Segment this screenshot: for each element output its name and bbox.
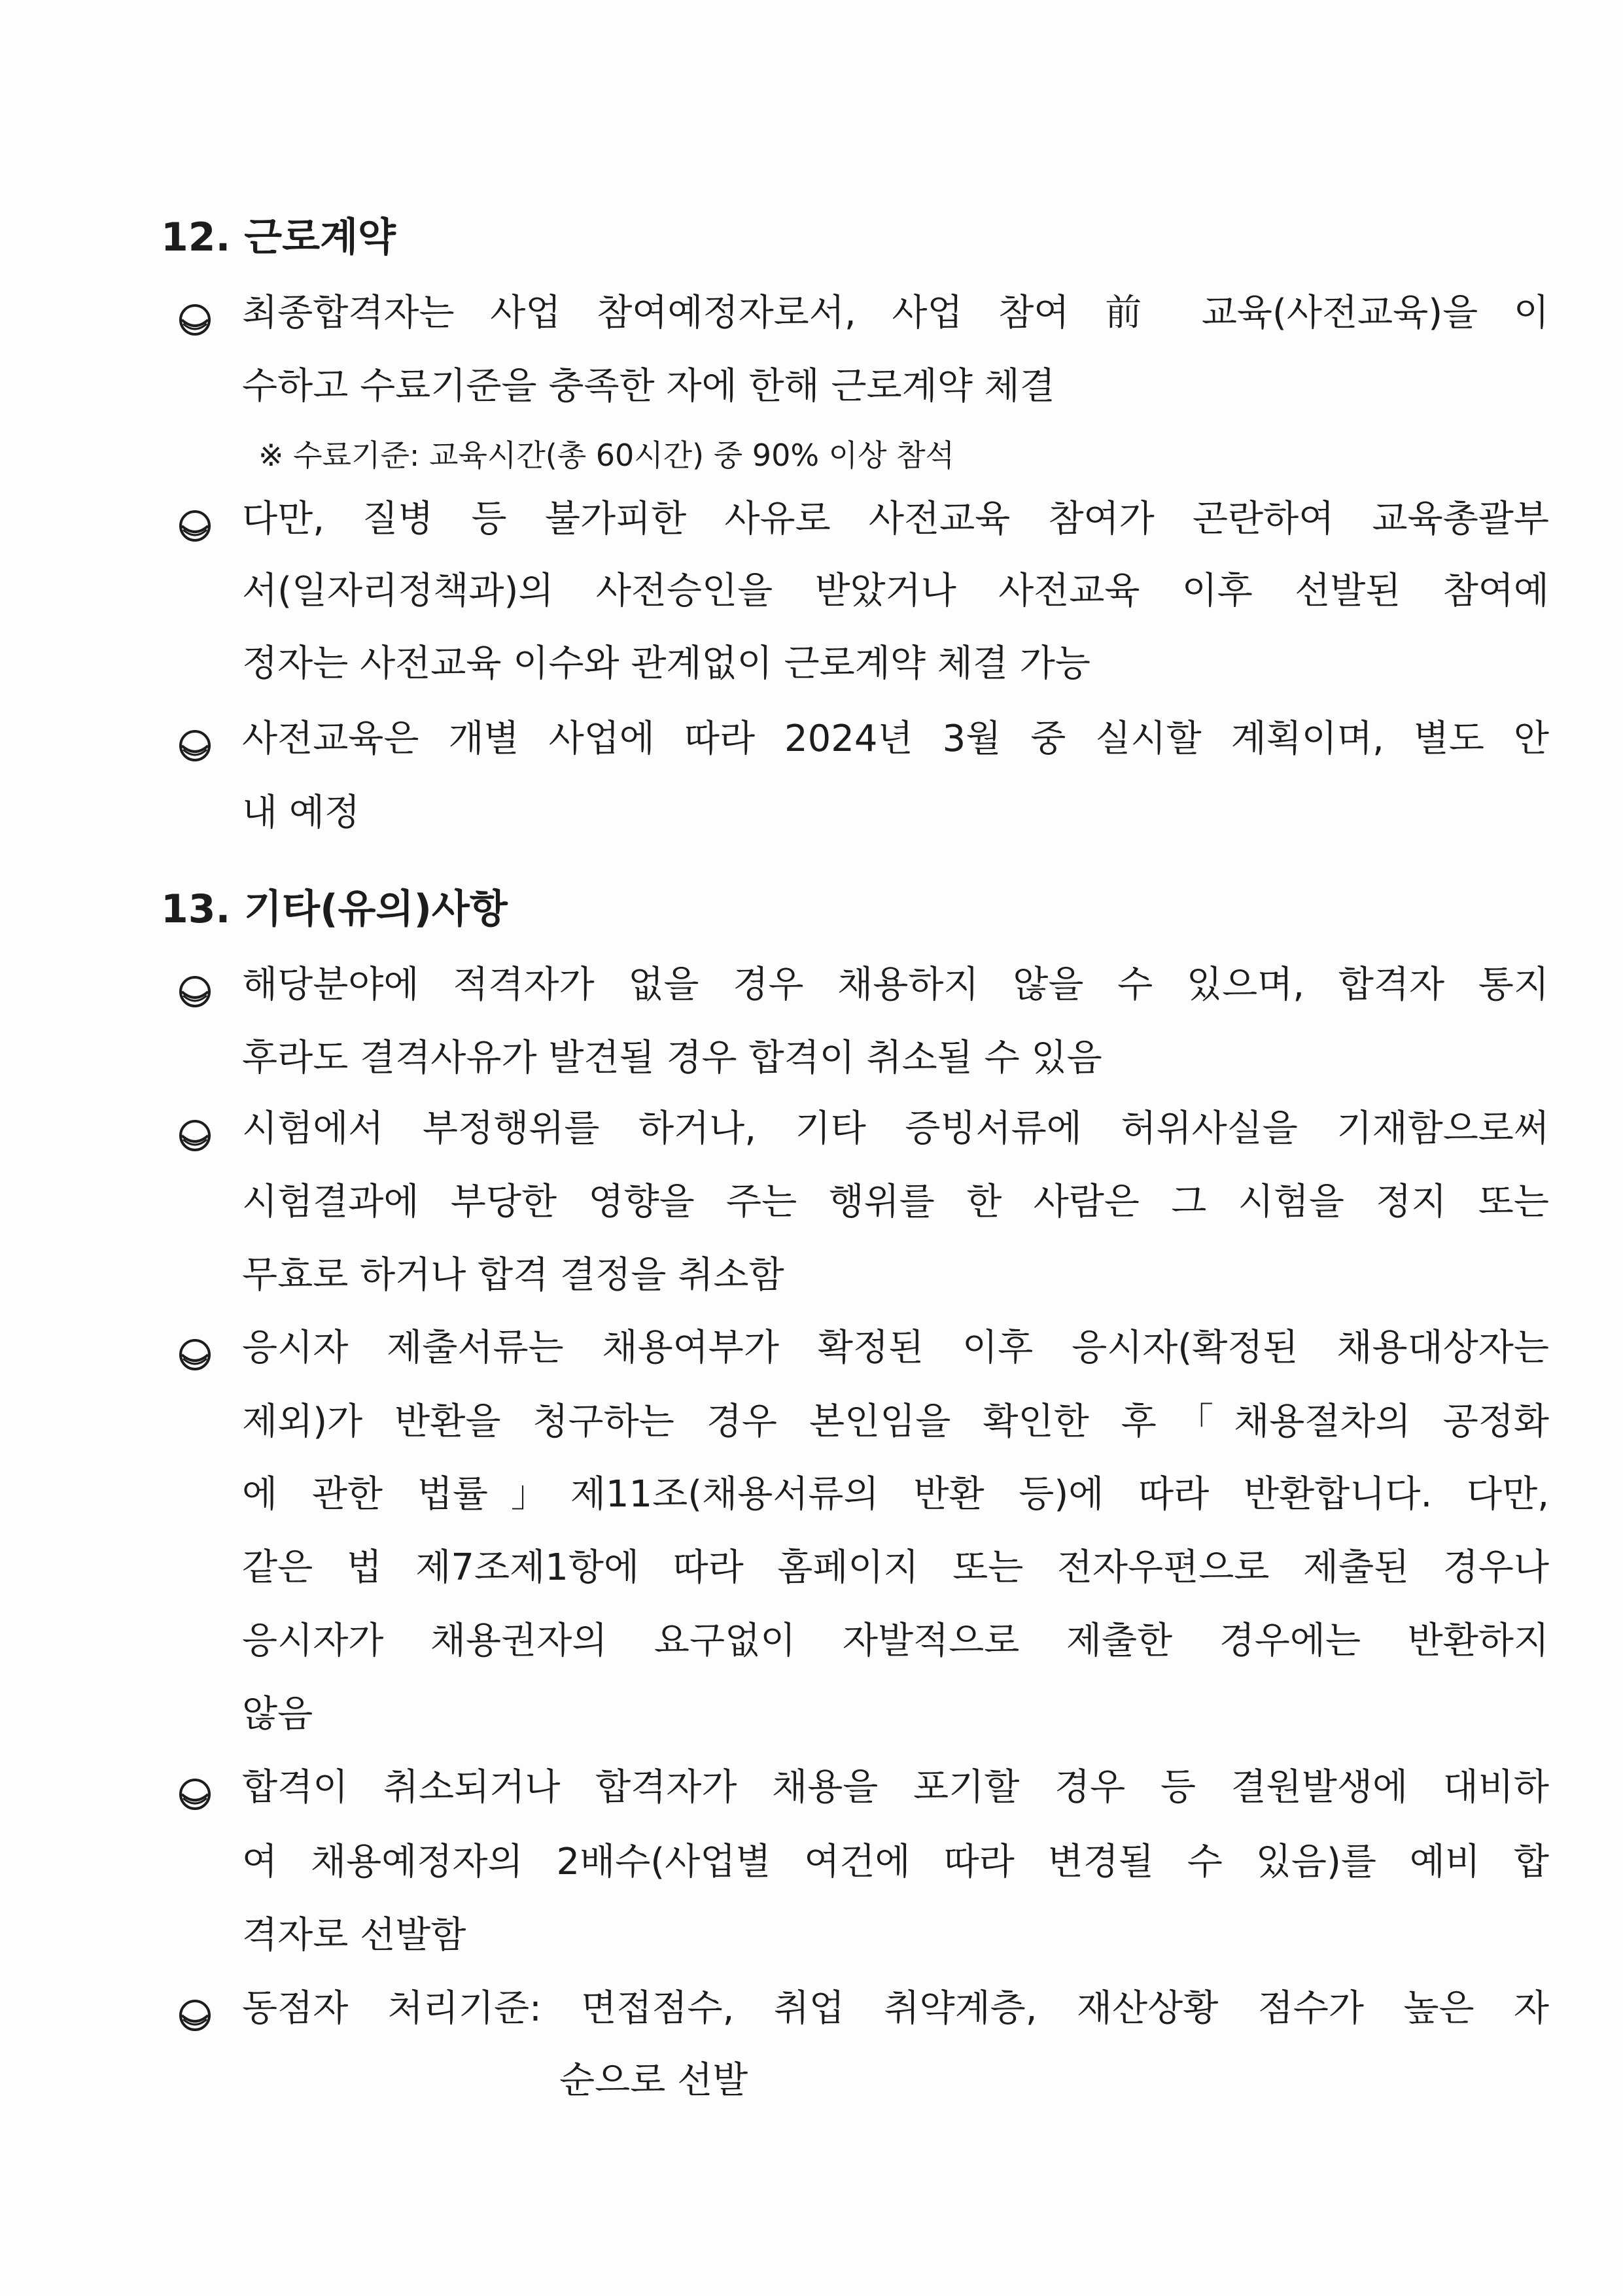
section-12-item-1-line-2: 수하고 수료기준을 충족한 자에 한해 근로계약 체결 — [242, 365, 1055, 408]
section-13-item-3-line-1: 응시자 제출서류는 채용여부가 확정된 이후 응시자(확정된 채용대상자는 — [242, 1327, 1549, 1369]
circle-bullet-icon — [178, 1338, 212, 1372]
section-13-item-4-line-1: 합격이 취소되거나 합격자가 채용을 포기할 경우 등 결원발생에 대비하 — [242, 1766, 1549, 1809]
section-13-item-3-line-6: 않음 — [242, 1693, 313, 1735]
section-13-item-5-line-1: 동점자 처리기준: 면접점수, 취업 취약계층, 재산상황 점수가 높은 자 — [242, 1987, 1549, 2030]
circle-bullet-icon — [178, 1998, 212, 2032]
section-13-item-2-line-1: 시험에서 부정행위를 하거나, 기타 증빙서류에 허위사실을 기재함으로써 — [242, 1107, 1549, 1150]
circle-bullet-icon — [178, 729, 212, 763]
section-12-item-2-line-2: 서(일자리정책과)의 사전승인을 받았거나 사전교육 이후 선발된 참여예 — [242, 570, 1549, 612]
section-13-item-3-line-4: 같은 법 제7조제1항에 따라 홈페이지 또는 전자우편으로 제출된 경우나 — [242, 1546, 1549, 1589]
section-13-item-2-line-2: 시험결과에 부당한 영향을 주는 행위를 한 사람은 그 시험을 정지 또는 — [242, 1181, 1549, 1223]
section-13-item-1-line-2: 후라도 결격사유가 발견될 경우 합격이 취소될 수 있음 — [242, 1037, 1102, 1079]
circle-bullet-icon — [178, 1777, 212, 1811]
section-13-item-3-line-5: 응시자가 채용권자의 요구없이 자발적으로 제출한 경우에는 반환하지 — [242, 1620, 1549, 1662]
section-12-item-3-line-1: 사전교육은 개별 사업에 따라 2024년 3월 중 실시할 계획이며, 별도 안 — [242, 718, 1549, 760]
section-12-heading: 12. 근로계약 — [161, 215, 396, 260]
circle-bullet-icon — [178, 303, 212, 337]
section-13-item-4-line-3: 격자로 선발함 — [242, 1914, 466, 1957]
section-12-item-2-line-3: 정자는 사전교육 이수와 관계없이 근로계약 체결 가능 — [242, 642, 1091, 685]
circle-bullet-icon — [178, 509, 212, 543]
section-13-item-4-line-2: 여 채용예정자의 2배수(사업별 여건에 따라 변경될 수 있음)를 예비 합 — [242, 1841, 1549, 1883]
section-13-item-5-line-2: 순으로 선발 — [559, 2059, 748, 2102]
section-13-item-3-line-2: 제외)가 반환을 청구하는 경우 본인임을 확인한 후「채용절차의 공정화 — [242, 1400, 1549, 1443]
section-12-item-1-note: ※ 수료기준: 교육시간(총 60시간) 중 90% 이상 참석 — [258, 438, 955, 473]
section-12-item-3-line-2: 내 예정 — [242, 791, 360, 834]
circle-bullet-icon — [178, 975, 212, 1009]
section-13-item-1-line-1: 해당분야에 적격자가 없을 경우 채용하지 않을 수 있으며, 합격자 통지 — [242, 964, 1549, 1006]
section-12-item-1-line-1: 최종합격자는 사업 참여예정자로서, 사업 참여 前 교육(사전교육)을 이 — [242, 292, 1549, 334]
section-13-item-2-line-3: 무효로 하거나 합격 결정을 취소함 — [242, 1254, 784, 1296]
section-13-item-3-line-3: 에 관한 법률」제11조(채용서류의 반환 등)에 따라 반환합니다. 다만, — [242, 1473, 1549, 1516]
circle-bullet-icon — [178, 1119, 212, 1153]
section-12-item-2-line-1: 다만, 질병 등 불가피한 사유로 사전교육 참여가 곤란하여 교육총괄부 — [242, 498, 1549, 540]
section-13-heading: 13. 기타(유의)사항 — [161, 886, 508, 932]
